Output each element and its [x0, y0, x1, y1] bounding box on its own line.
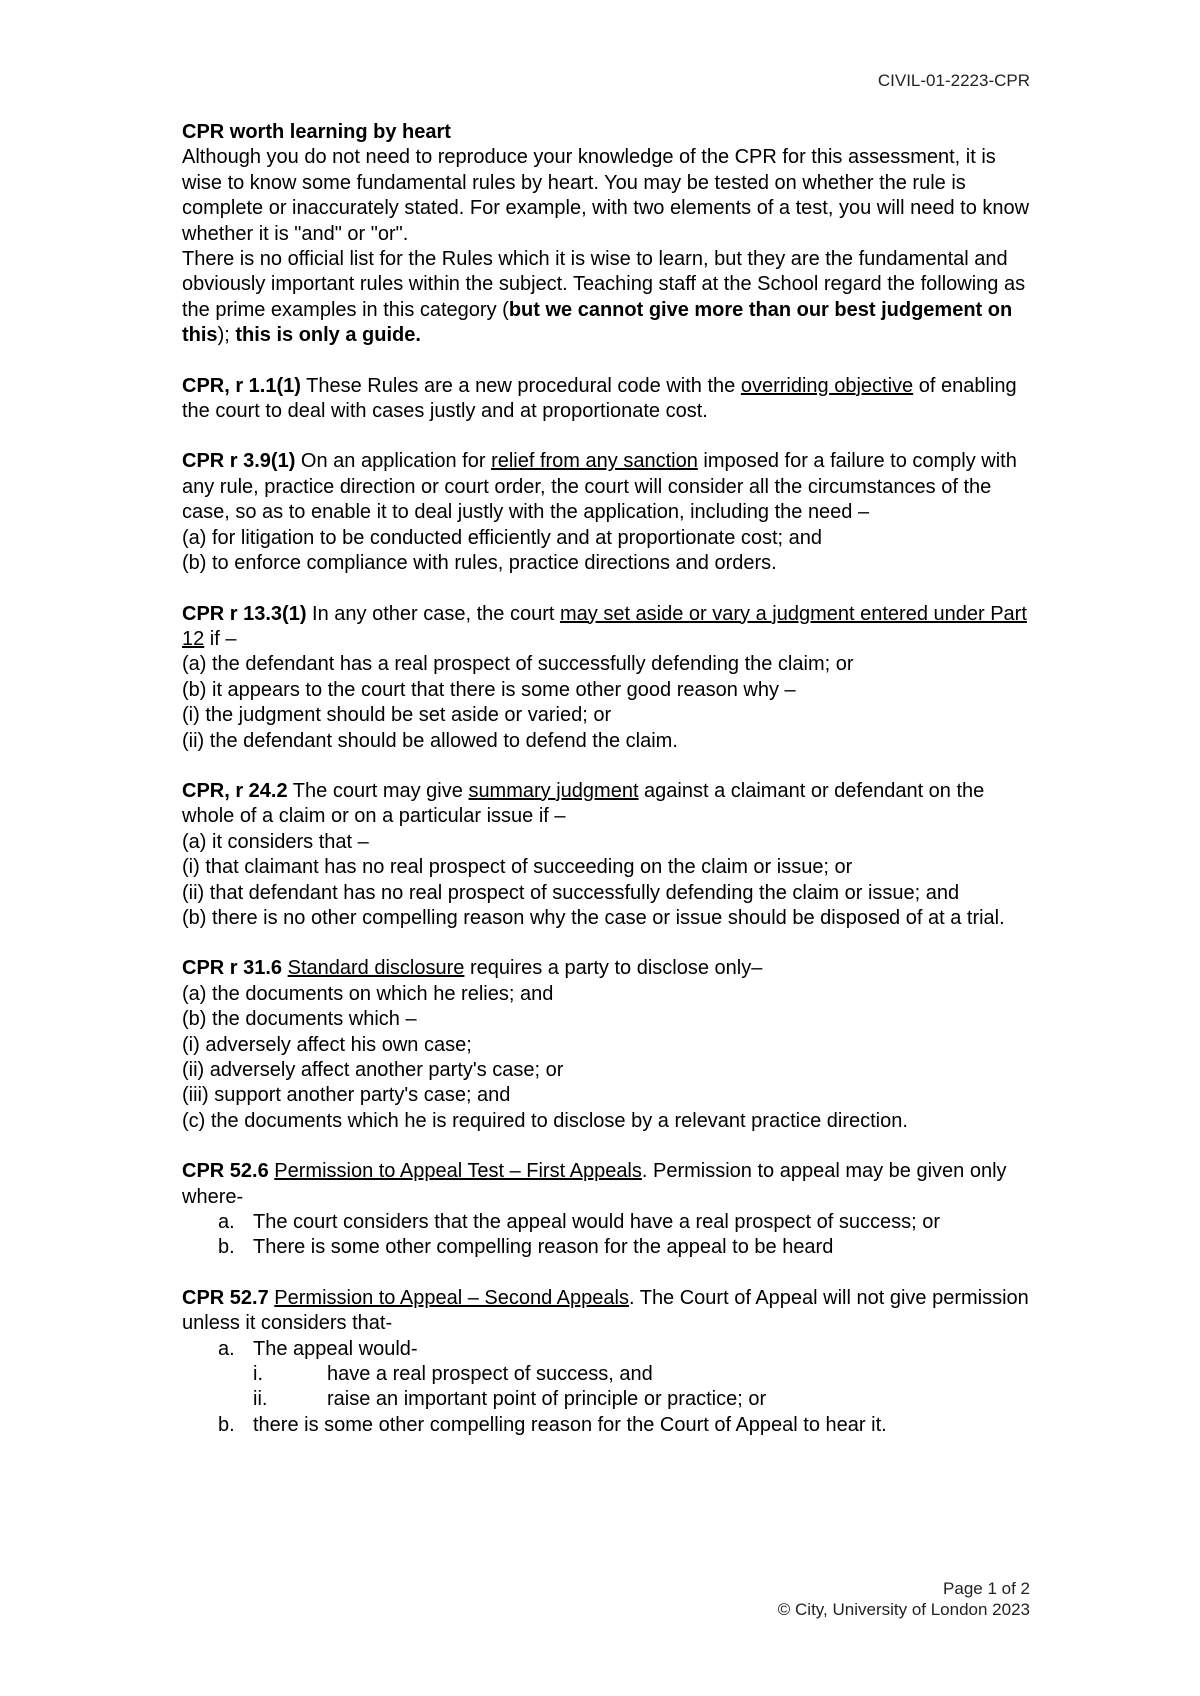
rule-ref: CPR r 3.9(1) [182, 450, 296, 473]
rule-1-1 [182, 374, 1032, 425]
list-item: i. have a real prospect of success, and [253, 1363, 653, 1386]
rule-ref: CPR r 13.3(1) [182, 602, 307, 625]
rule-line: (b) it appears to the court that there is some other good reason why – [182, 678, 796, 701]
page-footer [778, 1578, 1030, 1620]
rule-line: (a) for litigation to be conducted efficiently and at proportionate cost; and [182, 526, 823, 549]
page-number: Page 1 of 2 [943, 1579, 1030, 1598]
rule-sub-list [182, 1362, 1032, 1413]
copyright-notice: © City, University of London 2023 [777, 1600, 1030, 1619]
rule-key-term: relief from any sanction [491, 450, 698, 473]
rule-3-9 [182, 449, 1032, 576]
rule-line: (ii) that defendant has no real prospect of successfully defending the claim or issue; and [182, 881, 960, 904]
rule-line: (i) the judgment should be set aside or varied; or [182, 704, 612, 727]
rule-line: (b) the documents which – [182, 1008, 417, 1031]
rule-key-term: Permission to Appeal – Second Appeals [274, 1286, 629, 1309]
document-body [182, 120, 1032, 1463]
list-item: a. The court considers that the appeal would have a real prospect of success; or [218, 1211, 941, 1234]
rule-list [182, 1337, 1032, 1362]
rule-key-term: summary judgment [468, 779, 639, 802]
rule-key-term: Permission to Appeal Test – First Appeals [274, 1160, 642, 1183]
rule-line: (ii) adversely affect another party's case; or [182, 1059, 564, 1081]
rule-line: (a) it considers that – [182, 830, 369, 853]
rule-text: CPR 52.6 Permission to Appeal Test – First Appeals. Permission to appeal may be given only where- [182, 1160, 1007, 1208]
rule-line: (a) the defendant has a real prospect of successfully defending the claim; or [182, 653, 854, 676]
rule-key-term: Standard disclosure [287, 957, 465, 980]
rule-ref: CPR 52.7 [182, 1286, 269, 1309]
rule-key-term: overriding objective [740, 374, 914, 397]
rule-24-2 [182, 779, 1032, 931]
rule-line: (i) that claimant has no real prospect of succeeding on the claim or issue; or [182, 856, 853, 879]
rule-line: (ii) the defendant should be allowed to defend the claim. [182, 729, 678, 752]
rule-text: CPR r 3.9(1) On an application for relief from any sanction imposed for a failure to comply with any rule, practice direction or court order, the court will consider all the circumstances of the case, so as to enable it to deal justly with the application, including the need – [182, 450, 1017, 524]
rule-list [182, 1413, 1032, 1438]
rule-ref: CPR, r 24.2 [182, 779, 288, 802]
rule-52-7 [182, 1286, 1032, 1438]
intro-title: CPR worth learning by heart [182, 121, 451, 143]
rule-ref: CPR 52.6 [182, 1160, 269, 1183]
rule-key-term: may set aside or vary a judgment entered under Part 12 [182, 602, 1027, 650]
rule-text: CPR 52.7 Permission to Appeal – Second Appeals. The Court of Appeal will not give permission unless it considers that- [182, 1286, 1029, 1335]
rule-text: CPR, r 1.1(1) These Rules are a new procedural code with the overriding objective of enabling the court to deal with cases justly and at proportionate cost. [182, 374, 1017, 423]
list-item: ii. raise an important point of principle or practice; or [253, 1388, 767, 1411]
rule-line: (c) the documents which he is required to disclose by a relevant practice direction. [182, 1109, 908, 1132]
rule-13-3 [182, 602, 1032, 754]
rule-ref: CPR, r 1.1(1) [182, 374, 301, 397]
list-item: b. there is some other compelling reason for the Court of Appeal to hear it. [218, 1413, 887, 1436]
rule-line: (b) there is no other compelling reason why the case or issue should be disposed of at a trial. [182, 906, 1005, 929]
rule-list [182, 1210, 1032, 1261]
rule-line: (i) adversely affect his own case; [182, 1033, 472, 1056]
intro-section [182, 120, 1032, 349]
rule-31-6 [182, 956, 1032, 1134]
rule-text: CPR, r 24.2 The court may give summary judgment against a claimant or defendant on the whole of a claim or on a particular issue if – [182, 779, 985, 828]
list-item: b. There is some other compelling reason for the appeal to be heard [218, 1236, 834, 1259]
rule-text: CPR r 13.3(1) In any other case, the court may set aside or vary a judgment entered under Part 12 if – [182, 602, 1027, 650]
rule-ref: CPR r 31.6 [182, 957, 283, 980]
intro-paragraph-2: There is no official list for the Rules which it is wise to learn, but they are the fundamental and obviously important rules within the subject. Teaching staff at the School regard the following as the prime examples in this category (but we cannot give more than our best judgement on this); this is only a guide. [182, 248, 1026, 347]
document-reference: CIVIL-01-2223-CPR [877, 71, 1030, 90]
rule-line: (a) the documents on which he relies; and [182, 982, 554, 1005]
list-item: a. The appeal would- [218, 1337, 418, 1360]
rule-text: CPR r 31.6 Standard disclosure requires a party to disclose only– [182, 957, 763, 980]
intro-paragraph-1: Although you do not need to reproduce your knowledge of the CPR for this assessment, it is wise to know some fundamental rules by heart. You may be tested on whether the rule is complete or inaccurately stated. For example, with two elements of a test, you will need to know whether it is "and" or "or". [182, 146, 1030, 245]
rule-line: (iii) support another party's case; and [182, 1084, 511, 1107]
rule-line: (b) to enforce compliance with rules, practice directions and orders. [182, 552, 777, 575]
rule-52-6 [182, 1159, 1032, 1261]
